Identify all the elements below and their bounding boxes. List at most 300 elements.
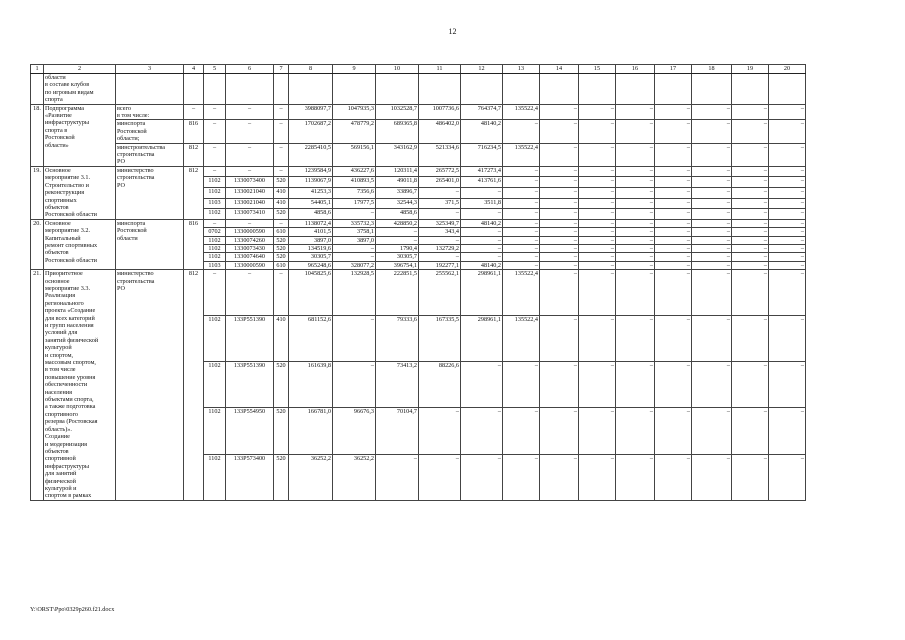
value-cell: – <box>732 198 769 209</box>
table-cell <box>376 74 419 105</box>
column-header: 6 <box>226 65 274 74</box>
value-cell: – <box>655 198 692 209</box>
table-cell <box>692 74 732 105</box>
value-cell: 716234,5 <box>461 143 503 166</box>
value-cell: 1330021040 <box>226 198 274 209</box>
value-cell: 396754,1 <box>376 261 419 269</box>
value-cell: – <box>732 209 769 220</box>
value-cell: – <box>419 253 461 261</box>
value-cell: 1330021040 <box>226 188 274 199</box>
table-cell <box>116 74 184 105</box>
table-row <box>31 270 806 316</box>
value-cell: 371,5 <box>419 198 461 209</box>
value-cell: – <box>419 454 461 500</box>
executor: министерство строительства РО <box>116 270 184 501</box>
value-cell: – <box>655 177 692 188</box>
value-cell: – <box>274 166 289 177</box>
value-cell: – <box>692 104 732 120</box>
value-cell: – <box>579 209 616 220</box>
value-cell: 135522,4 <box>503 143 540 166</box>
value-cell: 41253,3 <box>289 188 333 199</box>
value-cell: – <box>692 362 732 408</box>
value-cell: – <box>769 408 806 454</box>
value-cell: – <box>503 236 540 244</box>
executor: минстроительства строительства РО <box>116 143 184 166</box>
table-row <box>31 166 806 177</box>
value-cell: – <box>769 198 806 209</box>
row-name: Основное мероприятие 3.2. Капитальный ремонт спортивных объектов Ростовской области <box>44 219 116 269</box>
value-cell: – <box>540 219 579 227</box>
value-cell: 166781,0 <box>289 408 333 454</box>
value-cell: – <box>579 177 616 188</box>
value-cell: – <box>503 166 540 177</box>
column-header: 8 <box>289 65 333 74</box>
value-cell: 88226,6 <box>419 362 461 408</box>
value-cell: 965248,6 <box>289 261 333 269</box>
value-cell: – <box>692 120 732 143</box>
value-cell: – <box>769 316 806 362</box>
value-cell: – <box>540 362 579 408</box>
value-cell: – <box>540 166 579 177</box>
column-header: 16 <box>616 65 655 74</box>
value-cell: 120311,4 <box>376 166 419 177</box>
value-cell: – <box>732 104 769 120</box>
value-cell: – <box>461 228 503 236</box>
value-cell: – <box>226 104 274 120</box>
value-cell: – <box>769 236 806 244</box>
value-cell: 1102 <box>204 236 226 244</box>
value-cell: – <box>540 253 579 261</box>
value-cell: – <box>579 408 616 454</box>
value-cell: 33896,7 <box>376 188 419 199</box>
value-cell: – <box>419 236 461 244</box>
table-cell <box>419 74 461 105</box>
value-cell: – <box>769 244 806 252</box>
value-cell: 1330073430 <box>226 244 274 252</box>
value-cell: 1007736,6 <box>419 104 461 120</box>
value-cell: – <box>692 270 732 316</box>
value-cell: – <box>616 209 655 220</box>
value-cell: 48140,2 <box>461 219 503 227</box>
value-cell: 3897,0 <box>289 236 333 244</box>
value-cell: – <box>579 316 616 362</box>
value-cell: – <box>692 209 732 220</box>
value-cell: 96676,3 <box>333 408 376 454</box>
executor: минспорта Ростовской области <box>116 219 184 269</box>
row-name: Подпрограмма «Развитие инфраструктуры спорта в Ростовской области» <box>44 104 116 166</box>
value-cell: – <box>692 198 732 209</box>
value-cell: – <box>274 120 289 143</box>
value-cell: 521334,6 <box>419 143 461 166</box>
value-cell: 54405,1 <box>289 198 333 209</box>
value-cell: – <box>655 166 692 177</box>
table-row <box>31 219 806 227</box>
value-cell: 133P551390 <box>226 362 274 408</box>
value-cell: – <box>692 454 732 500</box>
value-cell: 1102 <box>204 316 226 362</box>
table-row <box>31 120 806 143</box>
value-cell: – <box>769 104 806 120</box>
value-cell: – <box>579 253 616 261</box>
value-cell: – <box>655 270 692 316</box>
value-cell: – <box>540 228 579 236</box>
table-cell <box>204 74 226 105</box>
value-cell: – <box>732 454 769 500</box>
value-cell: – <box>226 166 274 177</box>
value-cell: – <box>204 270 226 316</box>
value-cell: 48140,2 <box>461 120 503 143</box>
value-cell: 17977,5 <box>333 198 376 209</box>
table-cell <box>732 74 769 105</box>
value-cell: 48140,2 <box>461 261 503 269</box>
value-cell: 1102 <box>204 362 226 408</box>
value-cell: – <box>579 236 616 244</box>
row-number: 18. <box>31 104 44 166</box>
value-cell: – <box>503 253 540 261</box>
value-cell: – <box>616 177 655 188</box>
value-cell: 36252,2 <box>289 454 333 500</box>
value-cell: – <box>540 120 579 143</box>
executor: минспорта Ростовской области; <box>116 120 184 143</box>
ministry-code: 816 <box>184 219 204 269</box>
value-cell: 1102 <box>204 188 226 199</box>
value-cell: – <box>732 228 769 236</box>
value-cell: 1103 <box>204 198 226 209</box>
value-cell: – <box>732 244 769 252</box>
value-cell: – <box>616 270 655 316</box>
table-cell <box>274 74 289 105</box>
value-cell: – <box>540 270 579 316</box>
value-cell: – <box>732 143 769 166</box>
value-cell: – <box>204 120 226 143</box>
value-cell: 1102 <box>204 253 226 261</box>
value-cell: 1138072,4 <box>289 219 333 227</box>
value-cell: – <box>540 143 579 166</box>
value-cell: – <box>274 219 289 227</box>
value-cell: – <box>376 228 419 236</box>
value-cell: 1330000590 <box>226 228 274 236</box>
value-cell: 1045825,6 <box>289 270 333 316</box>
value-cell: 30305,7 <box>289 253 333 261</box>
value-cell: – <box>226 270 274 316</box>
value-cell: – <box>419 188 461 199</box>
value-cell: – <box>655 261 692 269</box>
value-cell: – <box>226 120 274 143</box>
column-header: 1 <box>31 65 44 74</box>
value-cell: – <box>503 362 540 408</box>
value-cell: 30305,7 <box>376 253 419 261</box>
value-cell: – <box>692 236 732 244</box>
value-cell: – <box>579 261 616 269</box>
table-row <box>31 104 806 120</box>
value-cell: – <box>655 219 692 227</box>
value-cell: – <box>692 408 732 454</box>
value-cell: – <box>461 236 503 244</box>
executor: всего в том числе: <box>116 104 184 120</box>
budget-table <box>30 64 806 501</box>
value-cell: 298961,1 <box>461 316 503 362</box>
value-cell: 1330073410 <box>226 209 274 220</box>
value-cell: 133P554950 <box>226 408 274 454</box>
table-cell <box>579 74 616 105</box>
value-cell: – <box>655 408 692 454</box>
value-cell: – <box>461 209 503 220</box>
value-cell: 1702687,2 <box>289 120 333 143</box>
column-header: 13 <box>503 65 540 74</box>
table-cell <box>226 74 274 105</box>
value-cell: 133P573400 <box>226 454 274 500</box>
value-cell: 161639,8 <box>289 362 333 408</box>
value-cell: – <box>503 228 540 236</box>
value-cell: – <box>732 316 769 362</box>
value-cell: 478779,2 <box>333 120 376 143</box>
value-cell: – <box>616 188 655 199</box>
value-cell: 4858,6 <box>289 209 333 220</box>
value-cell: – <box>655 188 692 199</box>
file-path: Y:\ORST\Ppo\0329p260.f21.docx <box>30 606 115 613</box>
value-cell: – <box>579 104 616 120</box>
value-cell: 1239584,9 <box>289 166 333 177</box>
value-cell: – <box>579 270 616 316</box>
value-cell: 681152,6 <box>289 316 333 362</box>
value-cell: 32544,3 <box>376 198 419 209</box>
value-cell: – <box>204 104 226 120</box>
value-cell: 569156,1 <box>333 143 376 166</box>
value-cell: – <box>204 143 226 166</box>
value-cell: 135522,4 <box>503 270 540 316</box>
column-header: 4 <box>184 65 204 74</box>
value-cell: – <box>226 143 274 166</box>
value-cell: – <box>769 188 806 199</box>
value-cell: 134519,6 <box>289 244 333 252</box>
value-cell: – <box>769 454 806 500</box>
value-cell: 520 <box>274 454 289 500</box>
value-cell: – <box>692 188 732 199</box>
value-cell: – <box>769 362 806 408</box>
value-cell: – <box>540 261 579 269</box>
value-cell: – <box>769 177 806 188</box>
value-cell: 79333,6 <box>376 316 419 362</box>
value-cell: – <box>616 408 655 454</box>
value-cell: – <box>692 253 732 261</box>
value-cell: – <box>503 261 540 269</box>
value-cell: – <box>419 209 461 220</box>
value-cell: – <box>616 228 655 236</box>
value-cell: 70104,7 <box>376 408 419 454</box>
value-cell: – <box>274 143 289 166</box>
value-cell: – <box>692 177 732 188</box>
value-cell: – <box>769 253 806 261</box>
value-cell: – <box>732 177 769 188</box>
value-cell: – <box>503 198 540 209</box>
value-cell: – <box>333 316 376 362</box>
row-number: 19. <box>31 166 44 219</box>
table-cell <box>184 74 204 105</box>
value-cell: 343162,9 <box>376 143 419 166</box>
value-cell: – <box>769 120 806 143</box>
value-cell: – <box>333 244 376 252</box>
value-cell: – <box>540 188 579 199</box>
value-cell: 222851,5 <box>376 270 419 316</box>
value-cell: – <box>461 454 503 500</box>
value-cell: – <box>333 362 376 408</box>
value-cell: – <box>769 166 806 177</box>
value-cell: 4101,5 <box>289 228 333 236</box>
value-cell: 520 <box>274 236 289 244</box>
value-cell: – <box>769 270 806 316</box>
value-cell: – <box>503 188 540 199</box>
value-cell: – <box>655 236 692 244</box>
value-cell: – <box>333 253 376 261</box>
value-cell: – <box>540 209 579 220</box>
column-header: 14 <box>540 65 579 74</box>
value-cell: – <box>769 219 806 227</box>
value-cell: 812 <box>184 143 204 166</box>
value-cell: – <box>419 408 461 454</box>
value-cell: – <box>692 316 732 362</box>
value-cell: 1102 <box>204 177 226 188</box>
value-cell: – <box>503 408 540 454</box>
value-cell: – <box>540 104 579 120</box>
column-header: 12 <box>461 65 503 74</box>
value-cell: 1102 <box>204 244 226 252</box>
column-header: 5 <box>204 65 226 74</box>
table-cell <box>769 74 806 105</box>
table-cell <box>655 74 692 105</box>
value-cell: 1330074640 <box>226 253 274 261</box>
value-cell: 413761,6 <box>461 177 503 188</box>
value-cell: 0702 <box>204 228 226 236</box>
value-cell: – <box>274 104 289 120</box>
value-cell: – <box>579 198 616 209</box>
value-cell: – <box>204 166 226 177</box>
value-cell: – <box>503 219 540 227</box>
value-cell: – <box>540 177 579 188</box>
value-cell: 265401,0 <box>419 177 461 188</box>
value-cell: 816 <box>184 120 204 143</box>
value-cell: 1102 <box>204 408 226 454</box>
column-header: 18 <box>692 65 732 74</box>
column-header: 10 <box>376 65 419 74</box>
value-cell: – <box>769 143 806 166</box>
value-cell: – <box>616 454 655 500</box>
table-cell <box>31 74 44 105</box>
row-number: 20. <box>31 219 44 269</box>
value-cell: – <box>579 362 616 408</box>
value-cell: – <box>226 219 274 227</box>
value-cell: – <box>616 143 655 166</box>
value-cell: – <box>616 120 655 143</box>
value-cell: – <box>692 166 732 177</box>
value-cell: – <box>655 143 692 166</box>
value-cell: 410 <box>274 316 289 362</box>
column-header: 9 <box>333 65 376 74</box>
value-cell: 1330074260 <box>226 236 274 244</box>
value-cell: 520 <box>274 244 289 252</box>
value-cell: – <box>616 261 655 269</box>
value-cell: 255562,1 <box>419 270 461 316</box>
value-cell: – <box>503 209 540 220</box>
value-cell: – <box>616 244 655 252</box>
value-cell: 36252,2 <box>333 454 376 500</box>
value-cell: 325349,7 <box>419 219 461 227</box>
column-header: 19 <box>732 65 769 74</box>
value-cell: – <box>655 362 692 408</box>
value-cell: – <box>461 253 503 261</box>
column-header: 7 <box>274 65 289 74</box>
value-cell: – <box>540 244 579 252</box>
value-cell: 1790,4 <box>376 244 419 252</box>
value-cell: 410 <box>274 188 289 199</box>
value-cell: 1103 <box>204 261 226 269</box>
value-cell: – <box>204 219 226 227</box>
value-cell: 7356,6 <box>333 188 376 199</box>
value-cell: 520 <box>274 362 289 408</box>
value-cell: 417273,4 <box>461 166 503 177</box>
value-cell: – <box>461 362 503 408</box>
table-cell <box>461 74 503 105</box>
value-cell: 132729,2 <box>419 244 461 252</box>
value-cell: – <box>769 228 806 236</box>
value-cell: – <box>692 228 732 236</box>
value-cell: 1102 <box>204 209 226 220</box>
value-cell: – <box>732 120 769 143</box>
ministry-code: 812 <box>184 166 204 219</box>
value-cell: – <box>503 454 540 500</box>
page-number: 12 <box>448 27 457 36</box>
row-name: Основное мероприятие 3.1. Строительство и реконструкция спортивных объектов Ростовской области <box>44 166 116 219</box>
value-cell: – <box>655 120 692 143</box>
value-cell: 167335,5 <box>419 316 461 362</box>
value-cell: – <box>461 408 503 454</box>
value-cell: 1032528,7 <box>376 104 419 120</box>
value-cell: 3758,1 <box>333 228 376 236</box>
value-cell: – <box>655 253 692 261</box>
value-cell: 1139067,9 <box>289 177 333 188</box>
value-cell: – <box>732 261 769 269</box>
value-cell: 135522,4 <box>503 104 540 120</box>
value-cell: 2285410,5 <box>289 143 333 166</box>
header-row <box>31 65 806 74</box>
value-cell: – <box>540 408 579 454</box>
value-cell: – <box>579 454 616 500</box>
table-cell <box>616 74 655 105</box>
value-cell: – <box>616 362 655 408</box>
table-row <box>31 143 806 166</box>
executor: министерство строительства РО <box>116 166 184 219</box>
value-cell: 1047935,3 <box>333 104 376 120</box>
value-cell: – <box>732 408 769 454</box>
value-cell: – <box>503 244 540 252</box>
value-cell: 610 <box>274 261 289 269</box>
value-cell: – <box>616 219 655 227</box>
value-cell: – <box>769 209 806 220</box>
value-cell: – <box>655 244 692 252</box>
value-cell: – <box>616 316 655 362</box>
value-cell: 192277,1 <box>419 261 461 269</box>
value-cell: – <box>732 270 769 316</box>
value-cell: 49011,8 <box>376 177 419 188</box>
value-cell: – <box>692 219 732 227</box>
ministry-code: 812 <box>184 270 204 501</box>
value-cell: – <box>692 143 732 166</box>
value-cell: – <box>333 209 376 220</box>
value-cell: – <box>616 104 655 120</box>
value-cell: 1102 <box>204 454 226 500</box>
value-cell: – <box>540 198 579 209</box>
value-cell: – <box>655 209 692 220</box>
column-header: 17 <box>655 65 692 74</box>
